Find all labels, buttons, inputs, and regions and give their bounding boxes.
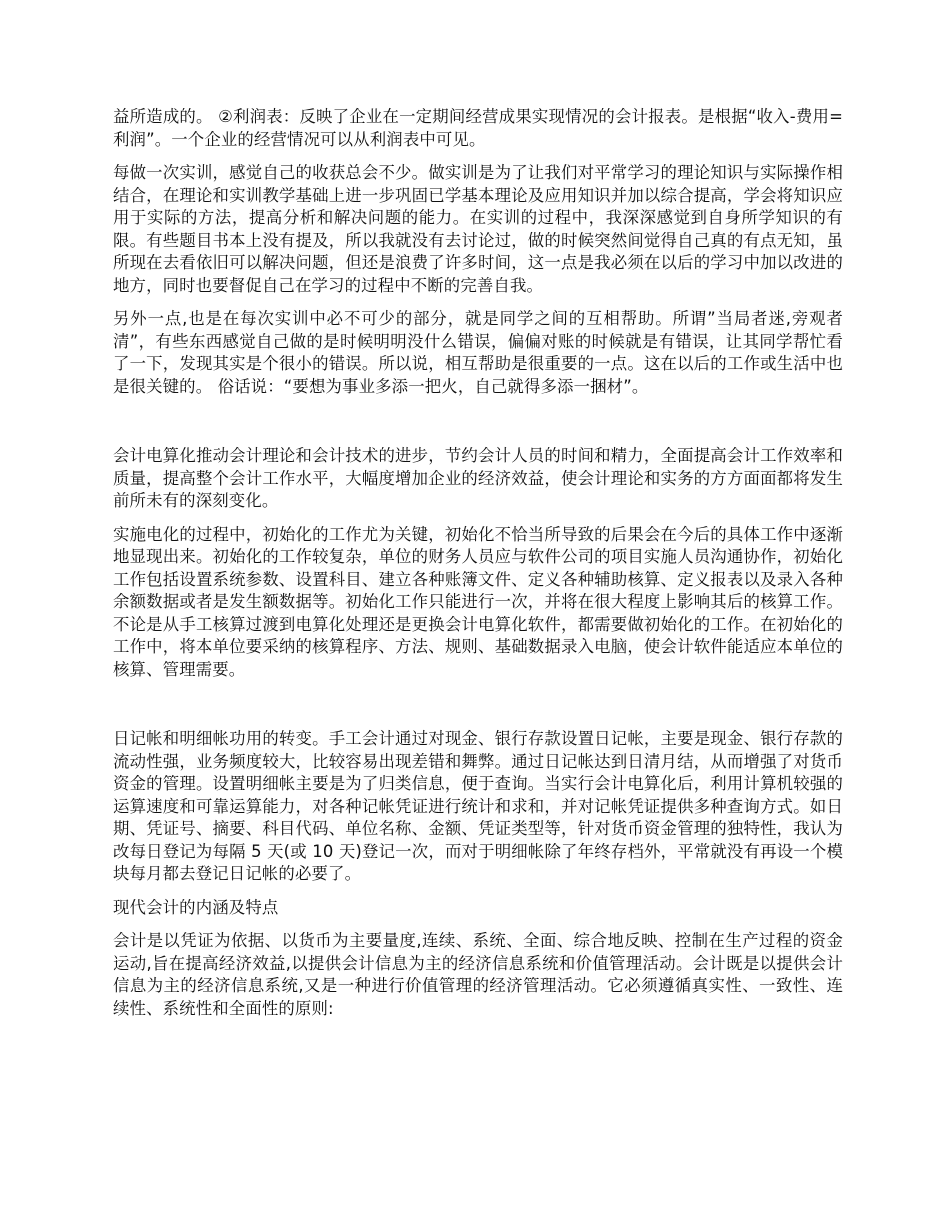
paragraph-income-statement: 益所造成的。 ②利润表：反映了企业在一定期间经营成果实现情况的会计报表。是根据“收入-费用=利润”。一个企业的经营情况可以从利润表中可见。 — [113, 107, 843, 149]
paragraph-initialization: 实施电化的过程中，初始化的工作尤为关键，初始化不恰当所导致的后果会在今后的具体工作中逐渐地显现出来。初始化的工作较复杂，单位的财务人员应与软件公司的项目实施人员沟通协作，初始化工作包括设置系统参数、设置科目、建立各种账簿文件、定义各种辅助核算、定义报表以及录入各种余额数据或者是发生额数据等。初始化工作只能进行一次，并将在很大程度上影响其后的核算工作。不论是从手工核算过渡到电算化处理还是更换会计电算化软件，都需要做初始化的工作。在初始化的工作中，将本单位要采纳的核算程序、方法、规则、基础数据录入电脑，使会计软件能适应本单位的核算、管理需要。 — [113, 524, 843, 679]
document-body — [113, 106, 843, 1031]
paragraph-accounting-definition: 会计是以凭证为依据、以货币为主要量度,连续、系统、全面、综合地反映、控制在生产过程的资金运动,旨在提高经济效益,以提供会计信息为主的经济信息系统和价值管理活动。会计既是以提供会计信息为主的经济信息系统,又是一种进行价值管理的经济管理活动。它必须遵循真实性、一致性、连续性、系统性和全面性的原则: — [113, 931, 843, 1018]
paragraph-journal-ledger: 日记帐和明细帐功用的转变。手工会计通过对现金、银行存款设置日记帐，主要是现金、银行存款的流动性强，业务频度较大，比较容易出现差错和舞弊。通过日记帐达到日清月结，从而增强了对货币资金的管理。设置明细帐主要是为了归类信息，便于查询。当实行会计电算化后，利用计算机较强的运算速度和可靠运算能力，对各种记帐凭证进行统计和求和，并对记帐凭证提供多种查询方式。如日期、凭证号、摘要、科目代码、单位名称、金额、凭证类型等，针对货币资金管理的独特性，我认为改每日登记为每隔 5 天(或 10 天)登记一次，而对于明细帐除了年终存档外，平常就没有再设一个模块每月都去登记日记帐的必要了。 — [113, 729, 843, 883]
section-spacer — [113, 692, 843, 728]
paragraph-mutual-help: 另外一点,也是在每次实训中必不可少的部分，就是同学之间的互相帮助。所谓”当局者迷,旁观者清”，有些东西感觉自己做的是时候明明没什么错误，偏偏对账的时候就是有错误，让其同学帮忙看了一下，发现其实是个很小的错误。所以说，相互帮助是很重要的一点。这在以后的工作或生活中也是很关键的。 俗话说：“要想为事业多添一把火，自己就得多添一捆材”。 — [113, 309, 843, 396]
paragraph-training-reflection: 每做一次实训，感觉自己的收获总会不少。做实训是为了让我们对平常学习的理论知识与实际操作相结合，在理论和实训教学基础上进一步巩固已学基本理论及应用知识并加以综合提高，学会将知识应用于实际的方法，提高分析和解决问题的能力。在实训的过程中，我深深感觉到自身所学知识的有限。有些题目书本上没有提及，所以我就没有去讨论过，做的时候突然间觉得自己真的有点无知，虽所现在去看依旧可以解决问题，但还是浪费了许多时间，这一点是我必须在以后的学习中加以改进的地方，同时也要督促自己在学习的过程中不断的完善自我。 — [113, 163, 843, 295]
paragraph-computerization-progress: 会计电算化推动会计理论和会计技术的进步，节约会计人员的时间和精力，全面提高会计工作效率和质量，提高整个会计工作水平，大幅度增加企业的经济效益，使会计理论和实务的方方面面都将发生前所未有的深刻变化。 — [113, 446, 843, 510]
section-heading-modern-accounting: 现代会计的内涵及特点 — [113, 897, 279, 917]
section-spacer — [113, 409, 843, 445]
